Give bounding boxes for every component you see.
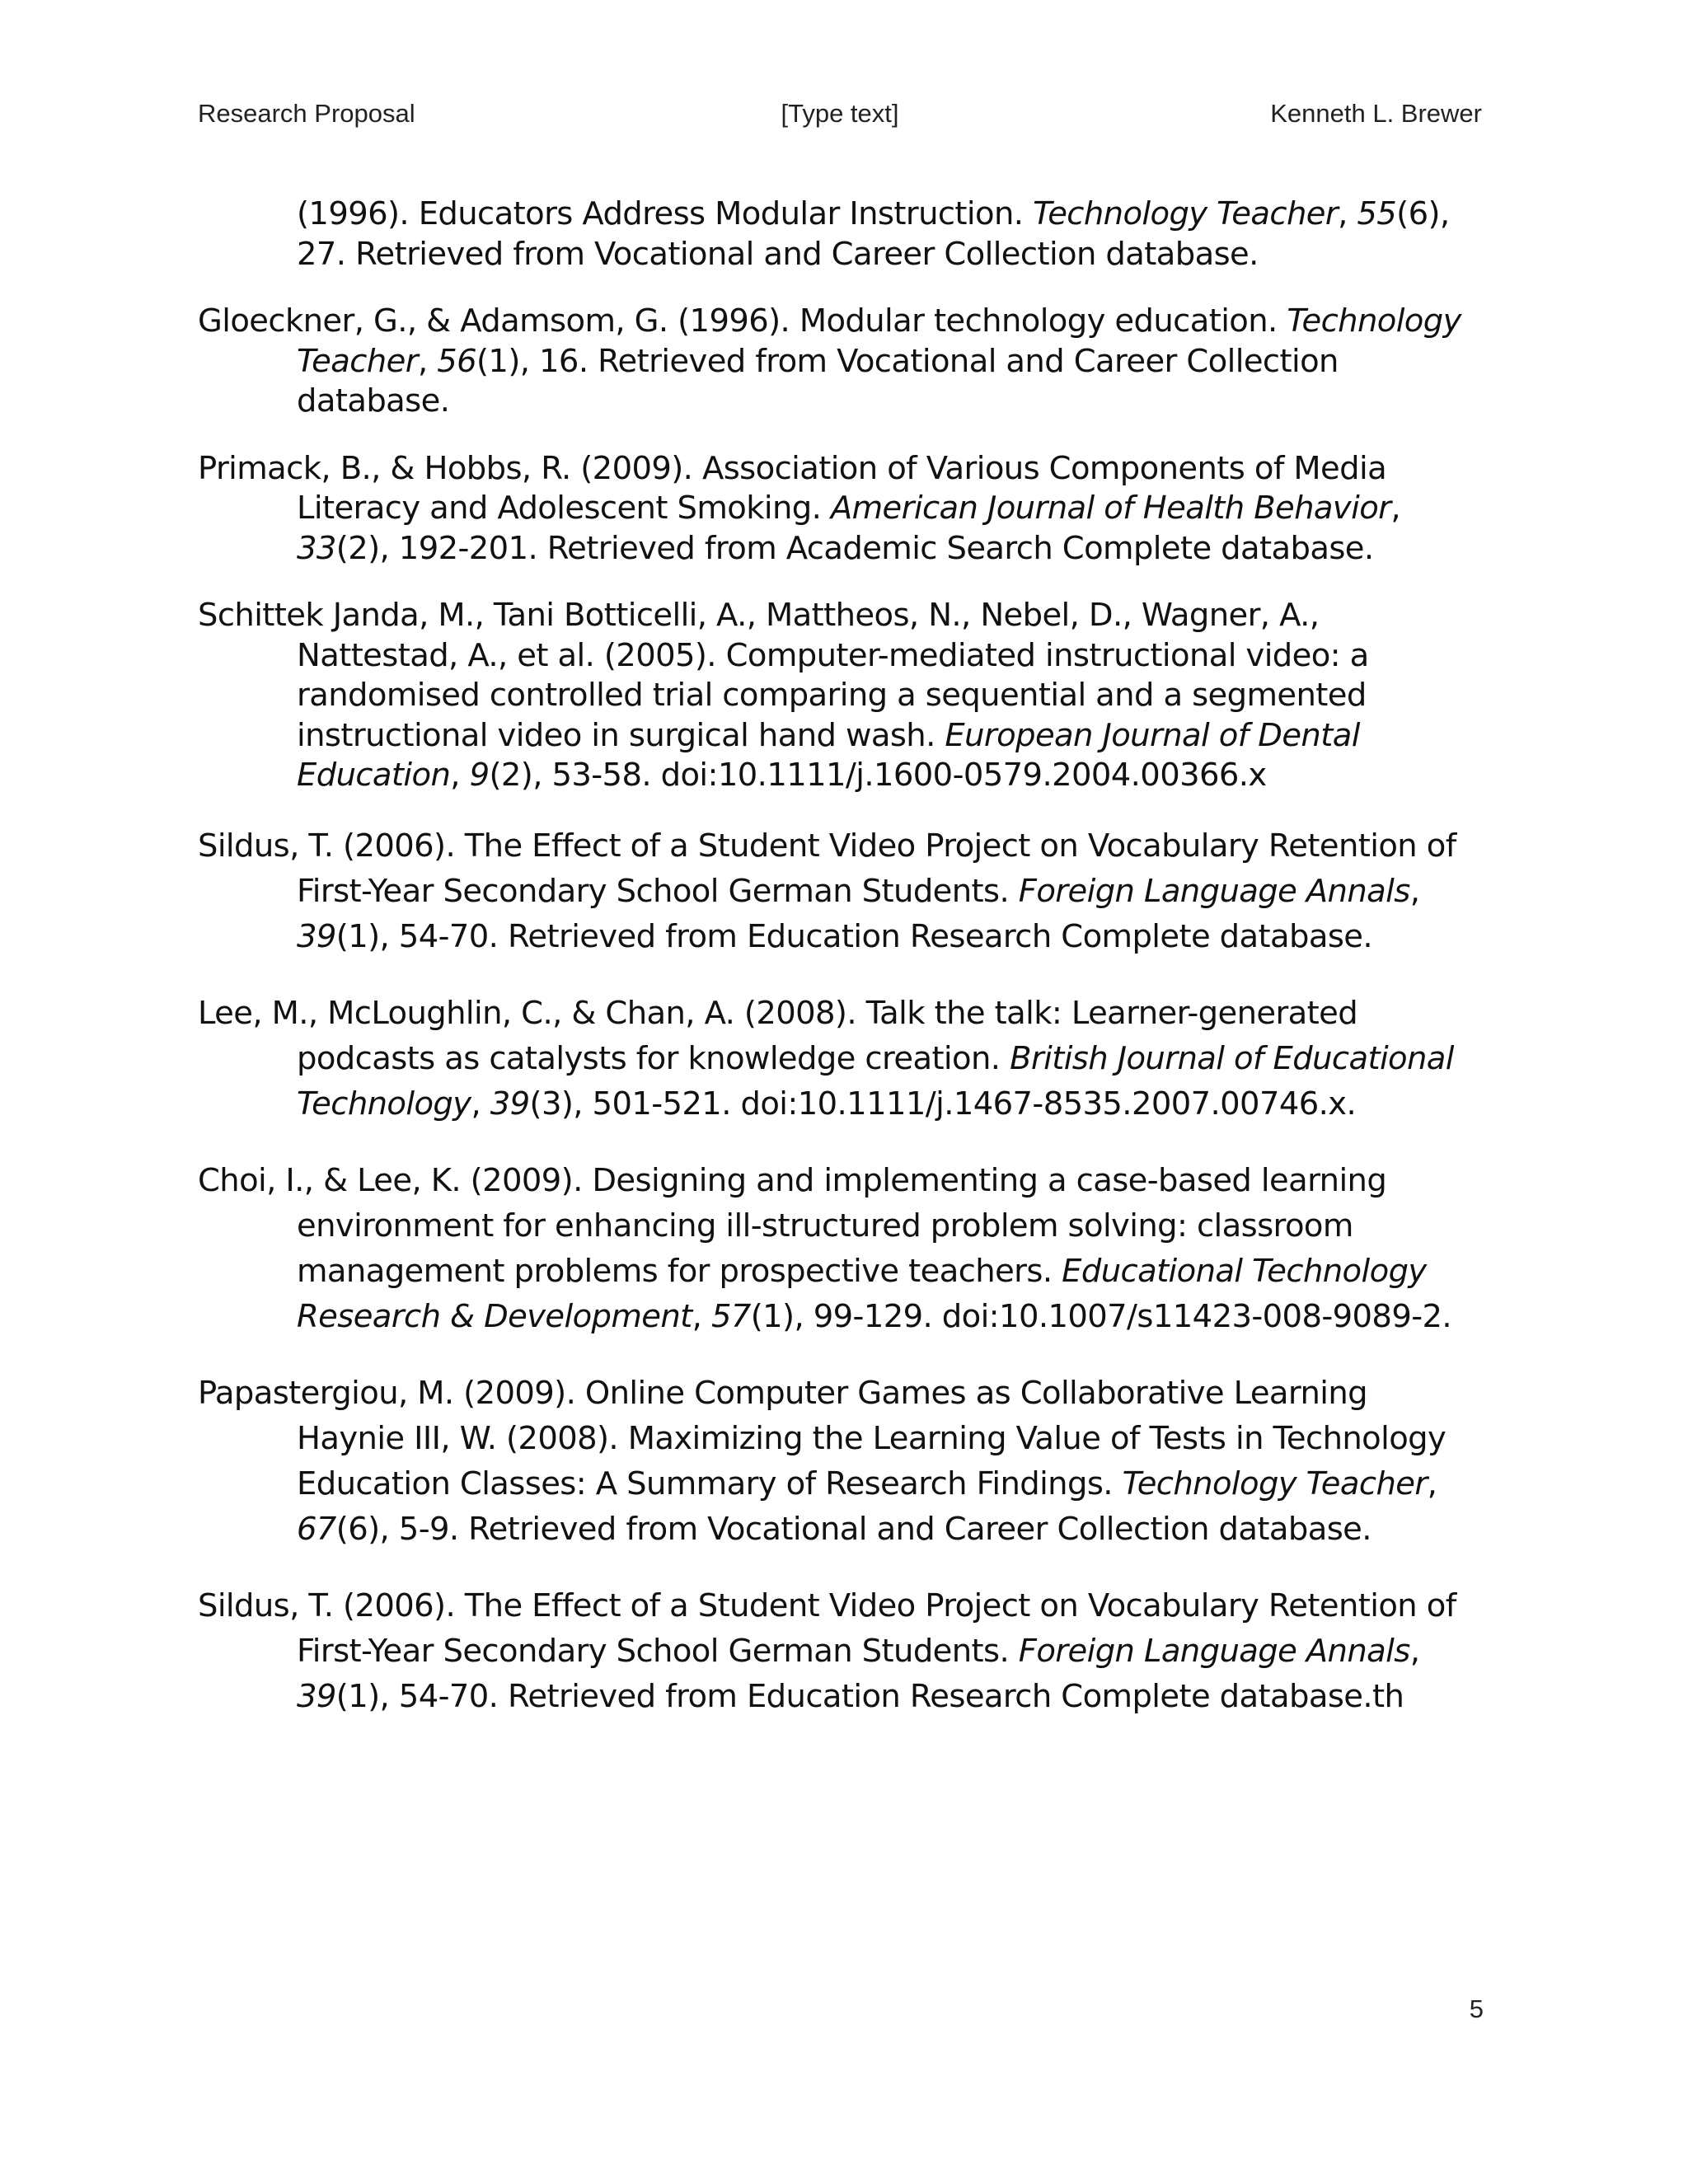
reference-entry: Papastergiou, M. (2009). Online Computer Games as Collaborative Learning Haynie III, W. (2008). Maximizing the Learning Value of Tests in Technology Education Classes: A Summary of Research Findings. Technology Teacher, 67(6), 5-9. Retrieved from Vocational and Career Collection database. bbox=[198, 1374, 1447, 1548]
journal-volume: 33 bbox=[297, 529, 336, 567]
reference-text: Gloeckner, G., & Adamsom, G. (1996). Modular technology education. bbox=[198, 302, 1287, 340]
reference-list bbox=[198, 194, 1484, 1750]
reference-details: (1), 16. Retrieved from Vocational and Career Collection database. bbox=[297, 342, 1339, 419]
reference-entry: Sildus, T. (2006). The Effect of a Student Video Project on Vocabulary Retention of First-Year Secondary School German Students. Foreign Language Annals, 39(1), 54-70. Retrieved from Education Research Complete database. bbox=[198, 827, 1456, 955]
reference-entry: Choi, I., & Lee, K. (2009). Designing and implementing a case-based learning environment for enhancing ill-structured problem solving: classroom management problems for prospective teachers. Educational Technology Research & Development, 57(1), 99-129. doi:10.1007/s11423-008-9089-2. bbox=[198, 1161, 1452, 1335]
page-header bbox=[198, 99, 1482, 138]
journal-volume: 9 bbox=[469, 757, 490, 794]
reference-entry: Primack, B., & Hobbs, R. (2009). Association of Various Components of Media Literacy and Adolescent Smoking. American Journal of Health Behavior, 33(2), 192-201. Retrieved from Academic Search Complete database. bbox=[198, 449, 1401, 567]
reference-text: Sildus, T. (2006). The Effect of a Student Video Project on Vocabulary Retention of First-Year Secondary School German Students. bbox=[198, 1586, 1456, 1670]
reference-details: (3), 501-521. doi:10.1111/j.1467-8535.2007.00746.x. bbox=[529, 1085, 1357, 1122]
journal-title: European Journal of Dental Education bbox=[297, 716, 1360, 794]
reference-details: (6), 27. Retrieved from Vocational and Career Collection database. bbox=[297, 195, 1450, 273]
journal-title: Technology Teacher bbox=[297, 302, 1461, 380]
header-left-text: Research Proposal bbox=[198, 99, 415, 128]
reference-text: Papastergiou, M. (2009). Online Computer Games as Collaborative Learning Haynie III, W. (2008). Maximizing the Learning Value of Tests in Technology Education Classes: A Summary of Research Findings. bbox=[198, 1374, 1447, 1502]
reference-entry: Gloeckner, G., & Adamsom, G. (1996). Modular technology education. Technology Teacher, 56(1), 16. Retrieved from Vocational and Career Collection database. bbox=[198, 302, 1461, 419]
reference-entry: Sildus, T. (2006). The Effect of a Student Video Project on Vocabulary Retention of First-Year Secondary School German Students. Foreign Language Annals, 39(1), 54-70. Retrieved from Education Research Complete database.th bbox=[198, 1586, 1456, 1715]
journal-volume: 57 bbox=[710, 1297, 751, 1335]
reference-details: (2), 192-201. Retrieved from Academic Search Complete database. bbox=[335, 529, 1374, 567]
journal-title: Educational Technology Research & Development bbox=[297, 1252, 1427, 1335]
journal-volume: 55 bbox=[1357, 195, 1397, 232]
page-number: 5 bbox=[1469, 1994, 1484, 2023]
reference-entry: Lee, M., McLoughlin, C., & Chan, A. (2008). Talk the talk: Learner-generated podcasts as catalysts for knowledge creation. British Journal of Educational Technology, 39(3), 501-521. doi:10.1111/j.1467-8535.2007.00746.x. bbox=[198, 994, 1454, 1122]
reference-text: Primack, B., & Hobbs, R. (2009). Association of Various Components of Media Literacy and Adolescent Smoking. bbox=[198, 449, 1387, 527]
journal-volume: 39 bbox=[297, 917, 336, 955]
journal-title: American Journal of Health Behavior bbox=[830, 490, 1391, 527]
journal-volume: 39 bbox=[297, 1677, 336, 1715]
journal-title: Foreign Language Annals bbox=[1018, 1632, 1410, 1670]
journal-volume: 56 bbox=[437, 342, 477, 380]
journal-title: Foreign Language Annals bbox=[1018, 872, 1410, 910]
header-center-text: [Type text] bbox=[781, 99, 899, 128]
journal-title: Technology Teacher bbox=[1033, 195, 1339, 232]
reference-details: (6), 5-9. Retrieved from Vocational and Career Collection database. bbox=[335, 1510, 1372, 1548]
journal-volume: 39 bbox=[490, 1085, 530, 1122]
header-right-text: Kenneth L. Brewer bbox=[1270, 99, 1482, 128]
reference-entry: (1996). Educators Address Modular Instruction. Technology Teacher, 55(6), 27. Retrieved from Vocational and Career Collection database. bbox=[297, 195, 1450, 273]
reference-text: Schittek Janda, M., Tani Botticelli, A., Mattheos, N., Nebel, D., Wagner, A., Nattestad, A., et al. (2005). Computer-mediated instructional video: a randomised controlled trial comparing a sequential and a segmented instructional video in surgical hand wash. bbox=[198, 597, 1369, 754]
reference-details: (2), 53-58. doi:10.1111/j.1600-0579.2004.00366.x bbox=[489, 757, 1267, 794]
reference-details: (1), 54-70. Retrieved from Education Research Complete database. bbox=[335, 917, 1373, 955]
reference-text: (1996). Educators Address Modular Instruction. bbox=[297, 195, 1034, 232]
reference-text: Lee, M., McLoughlin, C., & Chan, A. (2008). Talk the talk: Learner-generated podcasts as catalysts for knowledge creation. bbox=[198, 994, 1358, 1077]
reference-entry: Schittek Janda, M., Tani Botticelli, A., Mattheos, N., Nebel, D., Wagner, A., Nattestad, A., et al. (2005). Computer-mediated instructional video: a randomised controlled trial comparing a sequential and a segmented instructional video in surgical hand wash. European Journal of Dental Education, 9(2), 53-58. doi:10.1111/j.1600-0579.2004.00366.x bbox=[198, 597, 1369, 794]
journal-title: British Journal of Educational Technology bbox=[297, 1039, 1454, 1122]
journal-title: Technology Teacher bbox=[1122, 1465, 1428, 1502]
reference-text: Choi, I., & Lee, K. (2009). Designing and implementing a case-based learning environment for enhancing ill-structured problem solving: classroom management problems for prospective teachers. bbox=[198, 1161, 1387, 1290]
journal-volume: 67 bbox=[297, 1510, 336, 1548]
reference-text: Sildus, T. (2006). The Effect of a Student Video Project on Vocabulary Retention of First-Year Secondary School German Students. bbox=[198, 827, 1456, 910]
reference-details: (1), 54-70. Retrieved from Education Research Complete database.th bbox=[335, 1677, 1404, 1715]
reference-details: (1), 99-129. doi:10.1007/s11423-008-9089-2. bbox=[750, 1297, 1452, 1335]
